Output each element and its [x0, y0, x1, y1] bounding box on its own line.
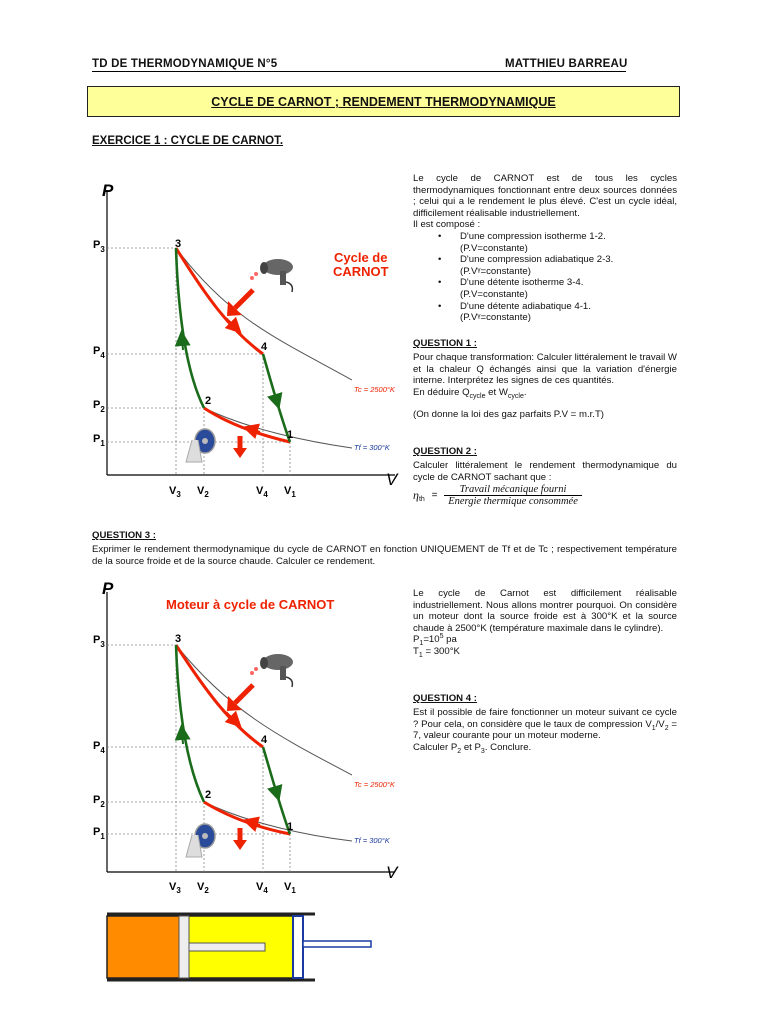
point-2: 2	[205, 395, 212, 407]
motor-block	[413, 588, 677, 658]
step-item: • D'une compression adiabatique 2-3. (P.Vᵞ=constante)	[438, 254, 614, 277]
v2-label: $V_2$	[197, 881, 209, 895]
p1-value: $P_1=10^5$ pa	[413, 633, 457, 648]
v4-label: $V_4$	[256, 485, 268, 499]
p3-label: $P_3$	[93, 634, 105, 649]
v4-label: $V_4$	[256, 881, 268, 895]
p-axis-label: P	[102, 181, 114, 200]
fan-icon	[186, 824, 215, 857]
heater-icon	[250, 259, 293, 292]
q4-heading: QUESTION 4 :	[413, 693, 477, 704]
q4-block	[413, 707, 677, 753]
efficiency-formula: $\eta_{th}$ = $\frac{\text{Travail mécanique fourni}}{\text{Energie thermique consommée}}$	[413, 484, 582, 507]
p2-label: $P_2$	[93, 399, 105, 414]
diagram-title: Moteur à cycle de CARNOT	[166, 597, 335, 612]
q4-text: Est il possible de faire fonctionner un moteur suivant ce cycle ? Pour cela, on considère que le taux de compression $V_1/V_2 = 7$, valeur courante pour un moteur moderne.	[413, 707, 677, 742]
tf-label: Tf = 300°K	[354, 836, 390, 845]
header-rule	[92, 71, 626, 72]
carnot-diagram-2	[80, 572, 410, 902]
piston-rod-left	[189, 943, 265, 951]
q2-text: Calculer littéralement le rendement thermodynamique du cycle de CARNOT sachant que :	[413, 460, 677, 483]
p4-label: $P_4$	[93, 740, 105, 755]
page-title-box	[87, 86, 680, 117]
v1-label: $V_1$	[284, 881, 296, 895]
heat-out-arrow-head	[233, 840, 247, 850]
v-axis-label: V	[386, 470, 398, 489]
p1-label: $P_1$	[93, 826, 105, 841]
point-4: 4	[261, 341, 268, 353]
p4-label: $P_4$	[93, 345, 105, 360]
doc-header-right: MATTHIEU BARREAU	[505, 58, 628, 70]
diagram-title-l1: Cycle de	[334, 250, 388, 265]
v3-label: $V_3$	[169, 485, 181, 499]
step-item: • D'une compression isotherme 1-2. (P.V=constante)	[438, 230, 606, 254]
point-3: 3	[175, 633, 182, 645]
isotherm-1-2	[204, 802, 290, 834]
v3-label: $V_3$	[169, 881, 181, 895]
carnot-diagram-1	[80, 170, 410, 510]
intro-composed: Il est composé :	[413, 219, 481, 231]
t1-value: $T_1 = 300^\circ K$	[413, 645, 460, 659]
piston-left	[179, 916, 189, 978]
formula-denominator: Energie thermique consommée	[448, 496, 578, 507]
step-item: • D'une détente adiabatique 4-1. (P.Vᵞ=constante)	[438, 300, 591, 324]
v-axis-label: V	[386, 863, 398, 882]
p3-label: $P_3$	[93, 239, 105, 254]
page-title: CYCLE DE CARNOT ; RENDEMENT THERMODYNAMIQUE	[211, 95, 556, 109]
p1-label: $P_1$	[93, 433, 105, 448]
exercise-title: EXERCICE 1 : CYCLE DE CARNOT.	[92, 135, 284, 147]
steps-list	[413, 231, 677, 324]
tf-isotherm	[204, 802, 352, 841]
point-2: 2	[205, 789, 212, 801]
intro-paragraph: Le cycle de CARNOT est de tous les cycles thermodynamiques fonctionnant entre deux sources données ; celui qui a le rendement le plus élevé. C'est un cycle idéal, difficilement réalisable industriellement.	[413, 173, 677, 219]
tf-isotherm	[204, 408, 352, 448]
q1-text: Pour chaque transformation: Calculer littéralement le travail W et la chaleur Q échangés ainsi que la variation d'énergie interne. Interprétez les signes de ces quantités.	[413, 352, 677, 387]
heater-icon	[250, 654, 293, 687]
diagram-title-l2: CARNOT	[333, 264, 389, 279]
arrow-2-3	[182, 338, 183, 350]
v1-label: $V_1$	[284, 485, 296, 499]
point-3: 3	[175, 238, 182, 250]
motor-text: Le cycle de Carnot est difficilement réalisable industriellement. Nous allons montrer pourquoi. On considère un moteur dont la source froide est à 300°K et la source chaude à 2500°K (température maximale dans le cylindre).	[413, 588, 677, 634]
p-axis-label: P	[102, 579, 114, 598]
formula-numerator: Travail mécanique fourni	[444, 484, 582, 496]
p2-label: $P_2$	[93, 794, 105, 809]
point-1: 1	[287, 429, 294, 441]
q3-text: Exprimer le rendement thermodynamique du cycle de CARNOT en fonction UNIQUEMENT de Tf et de Tc ; respectivement température de la source froide et de la source chaude. Calculer ce rendement.	[92, 544, 677, 567]
q1-note: (On donne la loi des gaz parfaits P.V = m.r.T)	[413, 409, 604, 421]
q1-block	[413, 352, 677, 421]
piston-rod-right	[303, 941, 371, 947]
heat-in-arrow	[235, 685, 253, 703]
piston-right	[293, 916, 303, 978]
step-item: • D'une détente isotherme 3-4. (P.V=constante)	[438, 277, 584, 300]
tc-label: Tc = 2500°K	[354, 780, 395, 789]
q4-calc: Calculer $P_2$ et $P_3$. Conclure.	[413, 741, 532, 755]
heat-out-arrow-head	[233, 448, 247, 458]
q1-deduce: En déduire $Q_{cycle}$ et $W_{cycle}$.	[413, 386, 527, 400]
fan-icon	[186, 429, 215, 462]
q2-heading: QUESTION 2 :	[413, 446, 477, 457]
point-4: 4	[261, 734, 268, 746]
q3-heading: QUESTION 3 :	[92, 530, 156, 541]
v2-label: $V_2$	[197, 485, 209, 499]
point-1: 1	[287, 821, 294, 833]
arrow-2-3	[182, 732, 183, 744]
intro-block	[413, 173, 677, 324]
doc-header-left: TD DE THERMODYNAMIQUE N°5	[92, 58, 278, 70]
hot-gas-zone	[107, 916, 183, 978]
cylinder-diagram	[105, 910, 375, 985]
q1-heading: QUESTION 1 :	[413, 338, 477, 349]
tf-label: Tf = 300°K	[354, 443, 390, 452]
heat-in-arrow	[235, 290, 253, 308]
tc-label: Tc = 2500°K	[354, 385, 395, 394]
